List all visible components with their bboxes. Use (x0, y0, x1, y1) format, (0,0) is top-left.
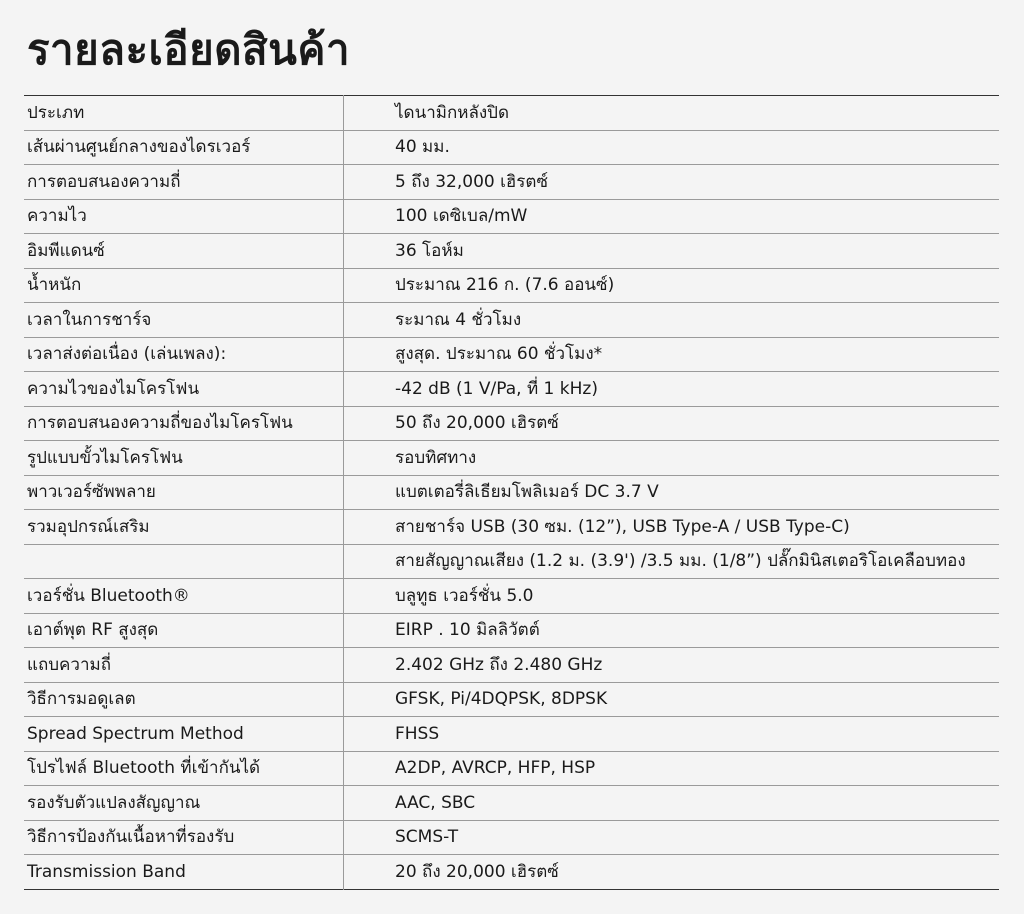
spec-label: รวมอุปกรณ์เสริม (24, 510, 344, 545)
page-title: รายละเอียดสินค้า (27, 25, 351, 74)
spec-value: แบตเตอรี่ลิเธียมโพลิเมอร์ DC 3.7 V (344, 475, 1000, 510)
spec-value: 40 มม. (344, 130, 1000, 165)
spec-value: รอบทิศทาง (344, 441, 1000, 476)
spec-label (24, 544, 344, 579)
spec-label: เวอร์ชั่น Bluetooth® (24, 579, 344, 614)
table-row (24, 130, 999, 165)
table-row (24, 820, 999, 855)
table-row (24, 165, 999, 200)
spec-value: 20 ถึง 20,000 เฮิรตซ์ (395, 861, 559, 882)
table-row (24, 441, 999, 476)
spec-value: FHSS (344, 717, 1000, 752)
spec-value: 50 ถึง 20,000 เฮิรตซ์ (344, 406, 1000, 441)
table-row (24, 613, 999, 648)
spec-value: 2.402 GHz ถึง 2.480 GHz (344, 648, 1000, 683)
spec-label: ความไว (24, 199, 344, 234)
spec-value: ระมาณ 4 ชั่วโมง (344, 303, 1000, 338)
spec-value: A2DP, AVRCP, HFP, HSP (344, 751, 1000, 786)
spec-label: รองรับตัวแปลงสัญญาณ (24, 786, 344, 821)
table-row (24, 682, 999, 717)
table-row (24, 786, 999, 821)
table-row (24, 855, 999, 890)
spec-value: สูงสุด. ประมาณ 60 ชั่วโมง* (344, 337, 1000, 372)
spec-value: ประมาณ 216 ก. (7.6 ออนซ์) (344, 268, 1000, 303)
spec-label: ความไวของไมโครโฟน (24, 372, 344, 407)
spec-label: การตอบสนองความถี่ของไมโครโฟน (24, 406, 344, 441)
table-row (24, 406, 999, 441)
spec-label: แถบความถี่ (24, 648, 344, 683)
spec-label: วิธีการป้องกันเนื้อหาที่รองรับ (24, 820, 344, 855)
table-row (24, 372, 999, 407)
table-row (24, 234, 999, 269)
spec-label: Transmission Band (24, 855, 344, 890)
spec-label: เวลาส่งต่อเนื่อง (เล่นเพลง): (24, 337, 344, 372)
table-row (24, 510, 999, 545)
spec-value: บลูทูธ เวอร์ชั่น 5.0 (344, 579, 1000, 614)
spec-label: รูปแบบขั้วไมโครโฟน (24, 441, 344, 476)
spec-label: เวลาในการชาร์จ (24, 303, 344, 338)
spec-value: ไดนามิกหลังปิด (344, 96, 1000, 131)
table-row (24, 544, 999, 579)
spec-value: สายชาร์จ USB (30 ซม. (12”), USB Type-A / USB Type-C) (344, 510, 1000, 545)
spec-label: เอาต์พุต RF สูงสุด (24, 613, 344, 648)
spec-table (24, 95, 999, 890)
table-row (24, 648, 999, 683)
spec-label: Spread Spectrum Method (24, 717, 344, 752)
spec-value: -42 dB (1 V/Pa, ที่ 1 kHz) (344, 372, 1000, 407)
spec-label: เส้นผ่านศูนย์กลางของไดรเวอร์ (24, 130, 344, 165)
table-row (24, 303, 999, 338)
table-row (24, 751, 999, 786)
spec-label: โปรไฟล์ Bluetooth ที่เข้ากันได้ (24, 751, 344, 786)
spec-value: AAC, SBC (344, 786, 1000, 821)
spec-label: การตอบสนองความถี่ (24, 165, 344, 200)
spec-value: 5 ถึง 32,000 เฮิรตซ์ (344, 165, 1000, 200)
table-row (24, 475, 999, 510)
table-row (24, 717, 999, 752)
spec-value: 100 เดซิเบล/mW (344, 199, 1000, 234)
table-row (24, 268, 999, 303)
spec-label: วิธีการมอดูเลต (24, 682, 344, 717)
spec-value: SCMS-T (344, 820, 1000, 855)
spec-label: น้ำหนัก (24, 268, 344, 303)
spec-value: สายสัญญาณเสียง (1.2 ม. (3.9') /3.5 มม. (1/8”) ปลั๊กมินิสเตอริโอเคลือบทอง (344, 544, 1000, 579)
table-row (24, 199, 999, 234)
spec-value: GFSK, Pi/4DQPSK, 8DPSK (344, 682, 1000, 717)
table-row (24, 337, 999, 372)
spec-label: พาวเวอร์ซัพพลาย (24, 475, 344, 510)
table-row (24, 579, 999, 614)
spec-label: ประเภท (24, 96, 344, 131)
spec-value: EIRP . 10 มิลลิวัตต์ (344, 613, 1000, 648)
spec-label: อิมพีแดนซ์ (24, 234, 344, 269)
table-row (24, 96, 999, 131)
spec-value: 36 โอห์ม (344, 234, 1000, 269)
spec-table-body (24, 96, 999, 890)
